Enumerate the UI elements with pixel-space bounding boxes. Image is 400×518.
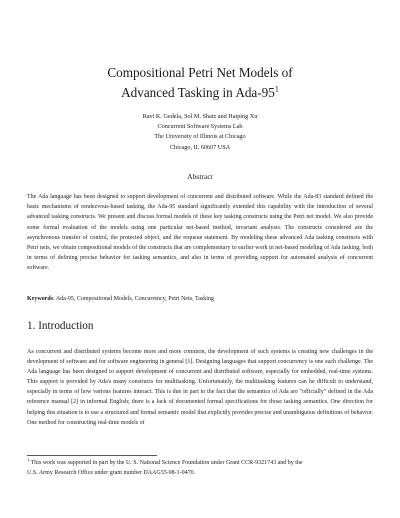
- introduction-body: As concurrent and distributed systems become more and more common, the development of such systems is creating new challenges in the development of software and for software engineering in general [1]. Designing languages that support concurrency is one such challenge. The Ada language has been designed to support development of concurrent and distributed software, especially for embedded, real-time systems. This support is provided by Ada's many constructs for multitasking. Unfortunately, the multitasking features can be difficult to understand, especially in terms of how various features interact. This is due in part to the fact that the semantics of Ada are "officially" defined in the Ada reference manual [2] in informal English; there is a lack of documented formal specifications for those tasking semantics. One direction for helping this situation is to use a structured and formal semantic model that explicitly provides precise and unambiguous definitions of behavior. One method for constructing real-time models of: [27, 349, 373, 426]
- affiliation-university: The University of Illinois at Chicago: [154, 133, 246, 141]
- abstract-heading: Abstract: [187, 172, 213, 181]
- affiliation-lab: Concurrent Software Systems Lab: [157, 123, 243, 131]
- keywords-label: Keywords: [27, 296, 53, 302]
- author-block: [0, 112, 400, 153]
- paper-title-line-2-text: Advanced Tasking in Ada-95: [121, 85, 275, 100]
- keywords-text: : Ada-95, Compositional Models, Concurrency, Petri Nets, Tasking: [53, 296, 214, 302]
- footnote-divider: [27, 455, 157, 456]
- keywords-line: [27, 294, 373, 304]
- title-footnote-mark: 1: [274, 84, 279, 94]
- footnote-line-2: U.S. Army Research Office under grant number DAAG55-98-1-0470.: [27, 470, 196, 477]
- paper-title-line-2: [0, 83, 400, 102]
- footnote: [27, 458, 373, 478]
- affiliation-city: Chicago, IL 60607 USA: [169, 143, 231, 151]
- footnote-mark: 1: [27, 457, 30, 462]
- authors: Ravi K. Gedela, Sol M. Shatz and Haiping Xu: [142, 113, 258, 120]
- footnote-line-1-text: This work was supported in part by the U. S. National Science Foundation under Grant CCR-9321743 and by the: [29, 460, 303, 466]
- footnote-line-1: [27, 458, 373, 468]
- section-heading-introduction: 1. Introduction: [27, 320, 94, 332]
- paper-title-line-1: Compositional Petri Net Models of: [107, 65, 293, 80]
- abstract-body: The Ada language has been designed to support development of concurrent and distributed software. While the Ada-83 standard defined the basic mechanisms of rendezvous-based tasking, the Ada-95 standard significantly extended this capability with the introduction of several advanced tasking constructs. We present and discuss formal models of these key tasking constructs using the Petri net model. We also provide some formal evaluation of the models using one particular net-based method, invariant analysis. The constructs considered are the asynchronous transfer of control, the protected object, and the requeue statement. By modeling these advanced Ada tasking constructs with Petri nets, we obtain compositional models of the constructs that are complementary to earlier work in net-based modeling of Ada tasking, both in terms of defining precise behavior for tasking semantics, and also in terms of providing support for automated analysis of concurrent software.: [27, 194, 373, 272]
